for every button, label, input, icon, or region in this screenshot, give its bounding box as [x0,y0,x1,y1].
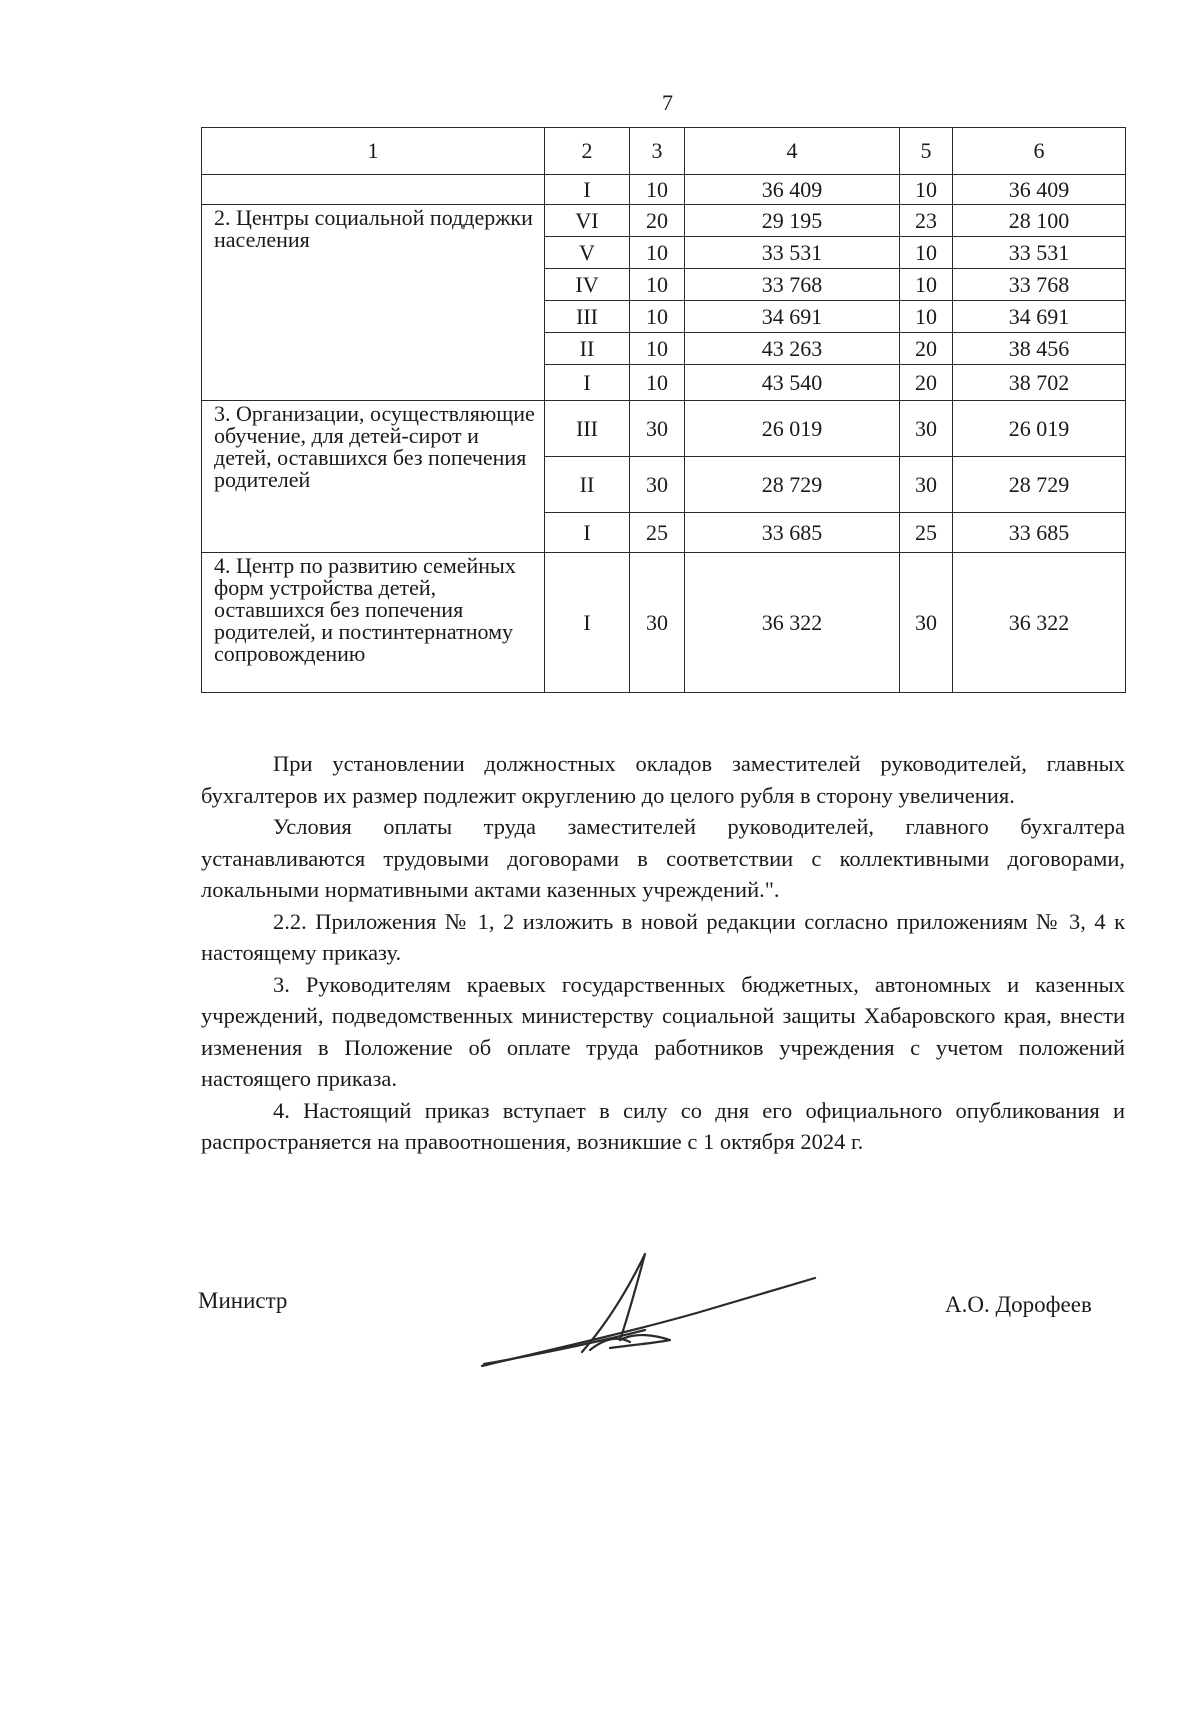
table-cell: 33 531 [685,237,900,269]
organization-name-cell: 3. Организации, осуществляющие обучение, для детей-сирот и детей, оставшихся без попечения родителей [202,401,545,553]
table-header-row [202,128,1126,175]
table-cell: III [545,301,630,333]
handwritten-signature [470,1240,830,1390]
table-cell: 28 729 [685,457,900,513]
paragraph-rounding: При установлении должностных окладов заместителей руководителей, главных бухгалтеров их размер подлежит округлению до целого рубля в сторону увеличения. [201,751,1125,808]
table-cell: 30 [900,401,953,457]
signer-name: А.О. Дорофеев [945,1292,1092,1317]
table-cell: 26 019 [953,401,1126,457]
table-cell: 30 [630,553,685,693]
body-text [201,748,1125,1158]
table-cell: I [545,553,630,693]
signature-block [0,1240,1200,1380]
header-cell: 2 [545,128,630,175]
table-cell: 20 [630,205,685,237]
organization-name-cell: 4. Центр по развитию семейных форм устройства детей, оставшихся без попечения родителей, и постинтернатному сопровождению [202,553,545,693]
table-cell: 29 195 [685,205,900,237]
table-cell: 28 729 [953,457,1126,513]
table-cell: 10 [900,175,953,205]
table-cell: 20 [900,333,953,365]
table-cell: 30 [630,457,685,513]
page-number: 7 [662,90,673,115]
table-cell: 10 [630,269,685,301]
paragraph-conditions: Условия оплаты труда заместителей руководителей, главного бухгалтера устанавливаются трудовыми договорами в соответствии с коллективными договорами, локальными нормативными актами казенных учреждений.". [201,814,1125,902]
header-cell: 5 [900,128,953,175]
table-cell: 36 409 [685,175,900,205]
table-cell: III [545,401,630,457]
table-cell: 38 702 [953,365,1126,401]
table-cell: VI [545,205,630,237]
paragraph-3: 3. Руководителям краевых государственных бюджетных, автономных и казенных учреждений, подведомственных министерству социальной защиты Хабаровского края, внести изменения в Положение об оплате труда работников учреждения с учетом положений настоящего приказа. [201,971,1125,1091]
table-cell: 10 [900,237,953,269]
table-cell: 38 456 [953,333,1126,365]
paragraph-4: 4. Настоящий приказ вступает в силу со дня его официального опубликования и распространяется на правоотношения, возникшие с 1 октября 2024 г. [201,1097,1125,1154]
table-cell: 33 685 [685,513,900,553]
table-cell: I [545,365,630,401]
table-row [202,553,1126,693]
table-cell: IV [545,269,630,301]
header-cell: 6 [953,128,1126,175]
table-cell: 33 531 [953,237,1126,269]
table-cell: 30 [630,401,685,457]
header-cell: 1 [202,128,545,175]
table-cell: 23 [900,205,953,237]
table-cell: 10 [630,301,685,333]
table-cell: 10 [630,237,685,269]
organization-name-cell: 2. Центры социальной поддержки населения [202,205,545,401]
table-cell: 43 540 [685,365,900,401]
table-cell: 30 [900,553,953,693]
table-cell: 28 100 [953,205,1126,237]
table-row [202,401,1126,457]
table-cell: 43 263 [685,333,900,365]
table-cell: 33 768 [953,269,1126,301]
table-cell: I [545,175,630,205]
table-cell: 20 [900,365,953,401]
table-cell: 10 [900,269,953,301]
table-cell: 30 [900,457,953,513]
table-cell: 36 322 [685,553,900,693]
table-row [202,205,1126,237]
table-cell: II [545,457,630,513]
table-cell: 10 [630,365,685,401]
table-cell: I [545,513,630,553]
table-cell: 36 409 [953,175,1126,205]
table-cell: 33 768 [685,269,900,301]
table-cell: 25 [630,513,685,553]
table-cell: 26 019 [685,401,900,457]
table-cell: II [545,333,630,365]
organization-name-cell [202,175,545,205]
table-cell: 10 [630,175,685,205]
table-cell: 36 322 [953,553,1126,693]
table-cell: 34 691 [953,301,1126,333]
table-cell: V [545,237,630,269]
table-cell: 10 [900,301,953,333]
table-cell: 33 685 [953,513,1126,553]
table-cell: 25 [900,513,953,553]
salary-table [201,127,1126,693]
paragraph-2-2: 2.2. Приложения № 1, 2 изложить в новой редакции согласно приложениям № 3, 4 к настоящему приказу. [201,908,1125,965]
signer-title: Министр [198,1288,288,1313]
table-row [202,175,1126,205]
header-cell: 3 [630,128,685,175]
table-cell: 34 691 [685,301,900,333]
header-cell: 4 [685,128,900,175]
table-cell: 10 [630,333,685,365]
